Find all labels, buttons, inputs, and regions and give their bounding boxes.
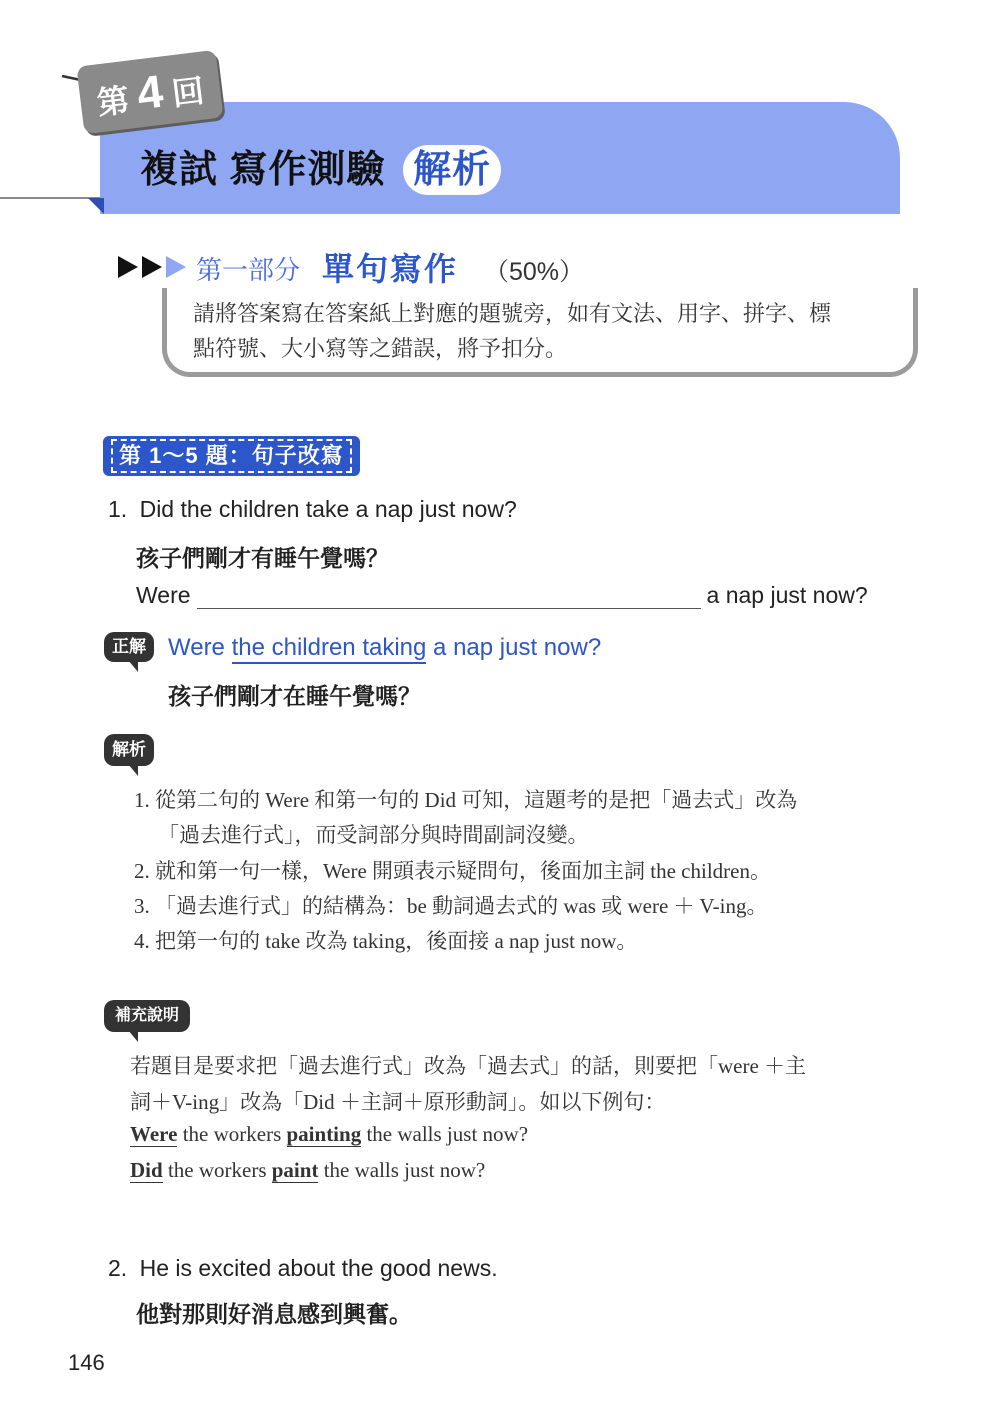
analysis-item-1 [134, 784, 797, 814]
section-part-label: 第一部分 [196, 255, 301, 285]
answer-translation: 孩子們剛才在睡午覺嗎？ [168, 683, 421, 709]
answer-part-1: Were [168, 634, 225, 661]
supplement-line-2: 詞＋V-ing」改為「Did ＋主詞＋原形動詞」。如以下例句： [130, 1090, 666, 1114]
supplement-badge: 補充說明 [104, 1000, 190, 1032]
supplement-example-1 [130, 1122, 528, 1147]
answer-badge-tail [128, 660, 138, 672]
example-2-rest: the walls just now? [318, 1158, 486, 1182]
analysis-item-2 [134, 855, 771, 885]
q2-sentence [108, 1255, 498, 1282]
q2-text: He is excited about the good news. [139, 1255, 498, 1281]
supplement-badge-tail [128, 1030, 138, 1042]
analysis-item-text: 「過去進行式」的結構為：be 動詞過去式的 was 或 were ＋ V-ing。 [155, 894, 768, 918]
analysis-item-num: 4. [134, 929, 150, 953]
page-title-highlight: 解析 [403, 145, 501, 195]
example-2-verb: Did [130, 1158, 163, 1182]
analysis-item-3 [134, 890, 767, 920]
example-2-subject: the workers [162, 1158, 272, 1182]
instructions-box [162, 288, 918, 377]
analysis-item-text: 就和第一句一樣，Were 開頭表示疑問句，後面加主詞 the children。 [155, 859, 771, 883]
q1-translation: 孩子們剛才有睡午覺嗎？ [136, 545, 389, 571]
example-1-rest: the walls just now? [361, 1122, 529, 1146]
q1-number: 1. [108, 496, 128, 522]
example-1-main-verb: painting [286, 1122, 362, 1146]
q2-number: 2. [108, 1255, 128, 1281]
q1-text: Did the children take a nap just now? [139, 496, 517, 522]
answer-sentence [168, 634, 601, 662]
section-percent: （50%） [484, 258, 585, 286]
round-prefix: 第 [95, 81, 132, 122]
page-number: 146 [68, 1350, 105, 1375]
answer-part-3: a nap just now? [433, 634, 602, 661]
analysis-item-num: 1. [134, 788, 150, 812]
supplement-line-1: 若題目是要求把「過去進行式」改為「過去式」的話，則要把「were ＋主 [130, 1054, 807, 1078]
analysis-item-num: 3. [134, 894, 150, 918]
q1-prompt-start: Were [136, 582, 191, 608]
analysis-badge: 解析 [104, 734, 154, 766]
example-1-subject: the workers [177, 1122, 287, 1146]
answer-part-2: the children taking [232, 634, 427, 664]
example-1-verb: Were [130, 1122, 178, 1146]
q1-answer-blank[interactable] [197, 584, 701, 609]
section-name: 單句寫作 [322, 251, 459, 287]
analysis-badge-tail [128, 764, 138, 776]
q1-sentence [108, 496, 517, 523]
analysis-item-text: 從第二句的 Were 和第一句的 Did 可知，這題考的是把「過去式」改為 [155, 788, 798, 812]
analysis-item-4 [134, 925, 637, 955]
instructions-line-2: 點符號、大小寫等之錯誤，將予扣分。 [193, 336, 568, 361]
supplement-example-2 [130, 1158, 485, 1183]
analysis-item-num: 2. [134, 859, 150, 883]
example-2-main-verb: paint [271, 1158, 319, 1182]
header-rule [0, 197, 100, 199]
round-suffix: 回 [169, 72, 207, 113]
answer-badge: 正解 [104, 632, 154, 662]
question-range-label: 第 1～5 題：句子改寫 [111, 439, 352, 473]
question-range-tag [103, 436, 360, 476]
analysis-item-text: 把第一句的 take 改為 taking，後面接 a nap just now。 [155, 929, 638, 953]
instructions-line-1: 請將答案寫在答案紙上對應的題號旁，如有文法、用字、拼字、標 [193, 301, 832, 326]
q2-translation: 他對那則好消息感到興奮。 [136, 1301, 412, 1327]
page-title-main: 複試 寫作測驗 [140, 149, 386, 191]
q1-prompt [136, 582, 868, 609]
analysis-item-1-cont: 「過去進行式」，而受詞部分與時間副詞沒變。 [158, 823, 589, 847]
round-number: 4 [134, 64, 166, 120]
page-title [140, 138, 501, 195]
q1-prompt-end: a nap just now? [706, 582, 868, 608]
triple-arrow-icon [118, 254, 190, 280]
